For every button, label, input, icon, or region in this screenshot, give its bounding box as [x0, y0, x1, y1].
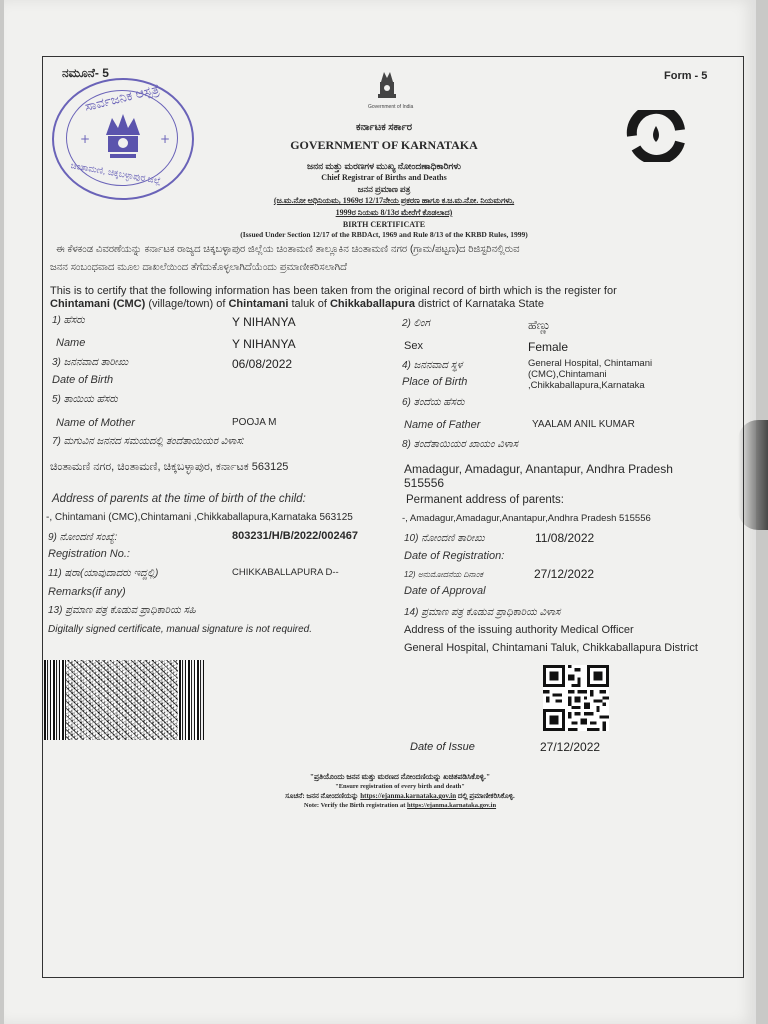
- service-logo-icon: [620, 110, 692, 162]
- registrar-title-kn: ಜನನ ಮತ್ತು ಮರಣಗಳ ಮುಖ್ಯ ನೋಂದಣಾಧಿಕಾರಿಗಳು: [307, 161, 461, 171]
- approval-date-label: Date of Approval: [404, 585, 486, 597]
- pob-value-line3: ,Chikkaballapura,Karnataka: [528, 380, 645, 391]
- father-value: YAALAM ANIL KUMAR: [532, 419, 635, 430]
- mother-kn-label: 5) ತಾಯಿಯ ಹೆಸರು: [52, 394, 118, 405]
- sex-kn-value: ಹೆಣ್ಣು: [528, 318, 551, 332]
- form-number-kn: ನಮೂನೆ- 5: [62, 66, 109, 80]
- father-kn-label: 6) ತಂದೆಯ ಹೆಸರು: [402, 397, 465, 408]
- footer-note-kn: ಸೂಚನೆ: ಜನನ ನೋಂದಣಿಯನ್ನು https://ejanma.karnataka.gov.in ದಲ್ಲಿ ಪ್ರಮಾಣೀಕರಿಸಿಕೊಳ್ಳಿ.: [285, 792, 515, 800]
- pob-label: Place of Birth: [402, 376, 468, 388]
- registration-date-value: 11/08/2022: [535, 531, 595, 545]
- approval-date-kn-label: 12) ಅನುಮೋದನೆಯ ದಿನಾಂಕ: [404, 570, 483, 579]
- footer-slogan-en: "Ensure registration of every birth and death": [335, 783, 465, 790]
- seal-top-text: ಸಾರ್ವಜನಿಕ ಆಸ್ಪತ್ರೆ: [83, 80, 162, 115]
- act-reference-kn-1: (ಜ.ಮ.ನೋ ಅಧಿನಿಯಮ, 1969ರ 12/17ನೇಯ ಪ್ರಕರಣ ಹಾಗೂ ಕ.ಜ.ಮ.ನೋ. ನಿಯಮಗಳು,: [273, 196, 515, 205]
- emblem-caption: Government of India: [368, 104, 414, 110]
- registration-date-label: Date of Registration:: [404, 550, 505, 562]
- intro-en-line2: Chintamani (CMC) (village/town) of Chintamani taluk of Chikkaballapura district of Karnataka State: [50, 298, 544, 310]
- permanent-address-value: -, Amadagur,Amadagur,Anantapur,Andhra Pradesh 515556: [402, 513, 651, 524]
- intro-kn-line1: ಈ ಕೆಳಕಂಡ ವಿವರಣೆಯನ್ನು ಕರ್ನಾಟಕ ರಾಜ್ಯದ ಚಿಕ್ಕಬಳ್ಳಾಪುರ ಜಿಲ್ಲೆಯ ಚಿಂತಾಮಣಿ ತಾಲ್ಲೂಕಿನ ಚಿಂತಾಮಣಿ ನಗರ (ಗ್ರಾಮ/ಪಟ್ಟಣ)ದ ರಿಜಿಸ್ಟರಿನಲ್ಲಿರುವ: [56, 244, 520, 255]
- authority-label: Address of the issuing authority Medical Officer: [404, 624, 634, 636]
- permanent-address-kn-label: 8) ತಂದೆತಾಯಿಯರ ಖಾಯಂ ವಿಳಾಸ: [402, 439, 519, 450]
- pob-kn-label: 4) ಜನನವಾದ ಸ್ಥಳ: [402, 360, 463, 371]
- sex-kn-label: 2) ಲಿಂಗ: [402, 318, 430, 329]
- father-label: Name of Father: [404, 419, 481, 431]
- ejanma-link-kn[interactable]: https://ejanma.karnataka.gov.in: [360, 792, 457, 800]
- remarks-kn-label: 11) ಷರಾ(ಯಾವುದಾದರು ಇದ್ದಲ್ಲಿ): [48, 568, 159, 579]
- name-label: Name: [56, 337, 86, 349]
- signature-kn-label: 13) ಪ್ರಮಾಣ ಪತ್ರ ಕೊಡುವ ಪ್ರಾಧಿಕಾರಿಯ ಸಹಿ: [48, 605, 196, 616]
- pob-value-line2: (CMC),Chintamani: [528, 369, 607, 380]
- national-emblem-icon: [372, 68, 402, 108]
- permanent-address-value-line1: Amadagur, Amadagur, Anantapur, Andhra Pradesh: [404, 462, 673, 476]
- birth-address-kn-label: 7) ಮಗುವಿನ ಜನನದ ಸಮಯದಲ್ಲಿ ತಂದೆತಾಯಿಯರ ವಿಳಾಸ:: [52, 436, 245, 447]
- mother-label: Name of Mother: [56, 417, 135, 429]
- remarks-value: CHIKKABALLAPURA D--: [232, 567, 339, 578]
- sex-label: Sex: [404, 340, 423, 352]
- name-kn-value: Y NIHANYA: [232, 315, 296, 329]
- svg-text:+: +: [160, 132, 171, 146]
- registrar-title-en: Chief Registrar of Births and Deaths: [321, 173, 447, 182]
- act-reference-kn-2: 1999ರ ನಿಯಮ 8/13ರ ಮೇರೆಗೆ ಕೊಡಲಾದ): [335, 208, 453, 217]
- birth-address-label: Address of parents at the time of birth of the child:: [52, 493, 306, 505]
- birth-address-value: -, Chintamani (CMC),Chintamani ,Chikkaballapura,Karnataka 563125: [46, 512, 353, 523]
- name-value: Y NIHANYA: [232, 337, 296, 351]
- form-number-en: Form - 5: [664, 70, 708, 82]
- remarks-label: Remarks(if any): [48, 586, 126, 598]
- barcode-image: [44, 660, 204, 740]
- issue-date-label: Date of Issue: [410, 741, 475, 753]
- issue-date-value: 27/12/2022: [540, 740, 601, 754]
- dob-label: Date of Birth: [52, 374, 114, 386]
- certificate-title-en: BIRTH CERTIFICATE: [342, 220, 426, 229]
- ejanma-link-en[interactable]: https://ejanma.karnataka.gov.in: [407, 802, 497, 809]
- dob-value: 06/08/2022: [232, 357, 293, 371]
- registration-number-value: 803231/H/B/2022/002467: [232, 530, 358, 542]
- intro-en-line1: This is to certify that the following information has been taken from the original record of birth which is the register for: [50, 285, 617, 297]
- registration-date-kn-label: 10) ನೋಂದಣಿ ತಾರೀಖು: [404, 533, 485, 544]
- name-kn-label: 1) ಹೆಸರು: [52, 315, 85, 326]
- mother-value: POOJA M: [232, 417, 277, 428]
- intro-kn-line2: ಜನನ ಸಂಬಂಧವಾದ ಮೂಲ ದಾಖಲೆಯಿಂದ ತೆಗೆದುಕೊಳ್ಳಲಾಗಿದೆಯೆಂದು ಪ್ರಮಾಣೀಕರಿಸಲಾಗಿದೆ: [50, 262, 347, 273]
- permanent-address-value-line2: 515556: [404, 476, 445, 490]
- svg-text:+: +: [80, 132, 91, 146]
- footer-slogan-kn: "ಪ್ರತಿಯೊಂದು ಜನನ ಮತ್ತು ಮರಣದ ನೋಂದಣಿಯನ್ನು ಖಚಿತಪಡಿಸಿಕೊಳ್ಳಿ.": [309, 772, 491, 781]
- sex-value: Female: [528, 340, 569, 354]
- government-title-en: GOVERNMENT OF KARNATAKA: [290, 138, 478, 152]
- qr-code-image: [540, 665, 612, 731]
- registration-number-label: Registration No.:: [48, 548, 130, 560]
- digital-signature-note: Digitally signed certificate, manual signature is not required.: [48, 624, 313, 635]
- authority-value: General Hospital, Chintamani Taluk, Chikkaballapura District: [404, 642, 698, 654]
- approval-date-value: 27/12/2022: [534, 567, 595, 581]
- pob-value-line1: General Hospital, Chintamani: [528, 358, 653, 369]
- footer-note-en: Note: Verify the Birth registration at https://ejanma.karnataka.gov.in: [303, 802, 497, 809]
- certificate-title-kn: ಜನನ ಪ್ರಮಾಣ ಪತ್ರ: [357, 184, 411, 194]
- birth-address-kn-value: ಚಿಂತಾಮಣಿ ನಗರ, ಚಿಂತಾಮಣಿ, ಚಿಕ್ಕಬಳ್ಳಾಪುರ, ಕರ್ನಾಟಕ 563125: [50, 461, 289, 473]
- permanent-address-label: Permanent address of parents:: [406, 494, 564, 506]
- act-reference-en: (Issued Under Section 12/17 of the RBDAct, 1969 and Rule 8/13 of the KRBD Rules, 1999): [240, 230, 528, 239]
- dob-kn-label: 3) ಜನನವಾದ ತಾರೀಖು: [52, 357, 129, 368]
- registration-number-kn-label: 9) ನೋಂದಣಿ ಸಂಖ್ಯೆ:: [48, 532, 118, 543]
- authority-kn-label: 14) ಪ್ರಮಾಣ ಪತ್ರ ಕೊಡುವ ಪ್ರಾಧಿಕಾರಿಯ ವಿಳಾಸ: [404, 607, 561, 618]
- government-title-kn: ಕರ್ನಾಟಕ ಸರ್ಕಾರ: [355, 122, 413, 133]
- seal-bottom-text: ಚಿಂತಾಮಣಿ, ಚಿಕ್ಕಬಳ್ಳಾಪುರ ಜಿಲ್ಲೆ: [69, 160, 162, 186]
